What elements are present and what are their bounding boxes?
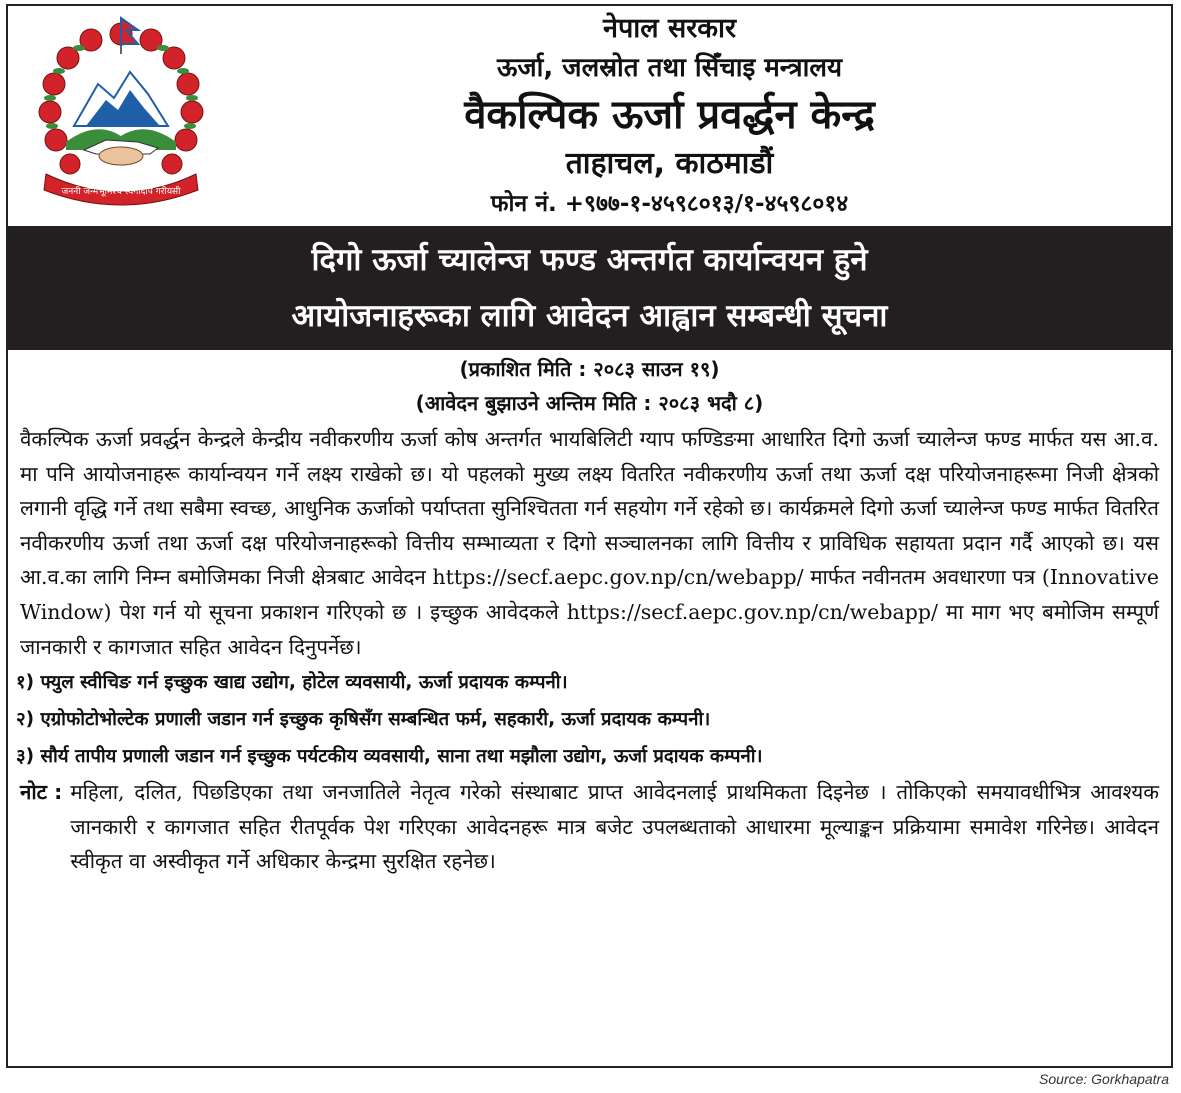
notice-title-banner	[8, 228, 1171, 350]
notice-note	[8, 775, 1171, 879]
source-credit: Source: Gorkhapatra	[1039, 1071, 1169, 1087]
notice-body: वैकल्पिक ऊर्जा प्रवर्द्धन केन्द्रले केन्द्रीय नवीकरणीय ऊर्जा कोष अन्तर्गत भायबिलिटी ग्याप फण्डिङमा आधारित दिगो ऊर्जा च्यालेन्ज फण्ड मार्फत यस आ.व. मा पनि आयोजनाहरू कार्यान्वयन गर्ने लक्ष्य राखेको छ। यो पहलको मुख्य लक्ष्य वितरित नवीकरणीय ऊर्जा तथा ऊर्जा दक्ष परियोजनाहरूमा निजी क्षेत्रको लगानी वृद्धि गर्ने तथा सबैमा स्वच्छ, आधुनिक ऊर्जाको पर्याप्तता सुनिश्चितता गर्न सहयोग गर्ने रहेको छ। कार्यक्रमले दिगो ऊर्जा च्यालेन्ज फण्ड मार्फत वितरित नवीकरणीय ऊर्जा तथा ऊर्जा दक्ष परियोजनाहरूको वित्तीय सम्भाव्यता र दिगो सञ्चालनका लागि वित्तीय र प्राविधिक सहायता प्रदान गर्दै आएको छ। यस आ.व.का लागि निम्न बमोजिमका निजी क्षेत्रबाट आवेदन https://secf.aepc.gov.np/cn/webapp/ मार्फत नवीनतम अवधारणा पत्र (Innovative Window) पेश गर्न यो सूचना प्रकाशन गरिएको छ । इच्छुक आवेदकले https://secf.aepc.gov.np/cn/webapp/ मा माग भए बमोजिम सम्पूर्ण जानकारी र कागजात सहित आवेदन दिनुपर्नेछ।	[20, 427, 1160, 659]
published-date: (प्रकाशित मिति : २०८३ साउन १९)	[459, 357, 720, 381]
government-name: नेपाल सरकार	[602, 13, 737, 44]
notice-title-line1: दिगो ऊर्जा च्यालेन्ज फण्ड अन्तर्गत कार्यान्वयन हुने	[311, 242, 868, 278]
deadline-date: (आवेदन बुझाउने अन्तिम मिति : २०८३ भदौ ८)	[415, 391, 764, 415]
notice-title-line2: आयोजनाहरूका लागि आवेदन आह्वान सम्बन्धी सूचना	[291, 298, 888, 334]
notice-frame	[6, 4, 1173, 1068]
list-item: १) फ्युल स्वीचिङ गर्न इच्छुक खाद्य उद्योग, होटेल व्यवसायी, ऊर्जा प्रदायक कम्पनी।	[16, 672, 568, 694]
notice-dates	[8, 350, 1171, 420]
phone-number: फोन नं. +९७७-१-४५९८०१३/१-४५९८०१४	[490, 191, 849, 217]
organization-name: वैकल्पिक ऊर्जा प्रवर्द्धन केन्द्र	[464, 92, 875, 138]
ministry-name: ऊर्जा, जलस्रोत तथा सिँचाइ मन्त्रालय	[496, 53, 843, 83]
emblem-motto: जननी जन्मभूमिश्च स्वर्गादपि गरीयसी	[61, 187, 181, 197]
list-item: ३) सौर्य तापीय प्रणाली जडान गर्न इच्छुक पर्यटकीय व्यवसायी, साना तथा मझौला उद्योग, ऊर्जा प्रदायक कम्पनी।	[16, 746, 763, 768]
list-item: २) एग्रोफोटोभोल्टेक प्रणाली जडान गर्न इच्छुक कृषिसँग सम्बन्धित फर्म, सहकारी, ऊर्जा प्रदायक कम्पनी।	[16, 709, 711, 731]
note-label: नोट :	[20, 780, 63, 805]
note-text: महिला, दलित, पिछडिएका तथा जनजातिले नेतृत्व गरेको संस्थाबाट प्राप्त आवेदनलाई प्राथमिकता दिइनेछ । तोकिएको समयावधीभित्र आवश्यक जानकारी र कागजात सहित रीतपूर्वक पेश गरिएका आवेदनहरू मात्र बजेट उपलब्धताको आधारमा मूल्याङ्कन प्रक्रियामा समावेश गरिनेछ। आवेदन स्वीकृत वा अस्वीकृत गर्ने अधिकार केन्द्रमा सुरक्षित रहनेछ।	[70, 780, 1159, 874]
eligible-applicants-list	[8, 664, 1171, 775]
header-text	[168, 6, 1171, 222]
notice-header	[8, 6, 1171, 228]
office-location: ताहाचल, काठमाडौं	[565, 146, 774, 181]
